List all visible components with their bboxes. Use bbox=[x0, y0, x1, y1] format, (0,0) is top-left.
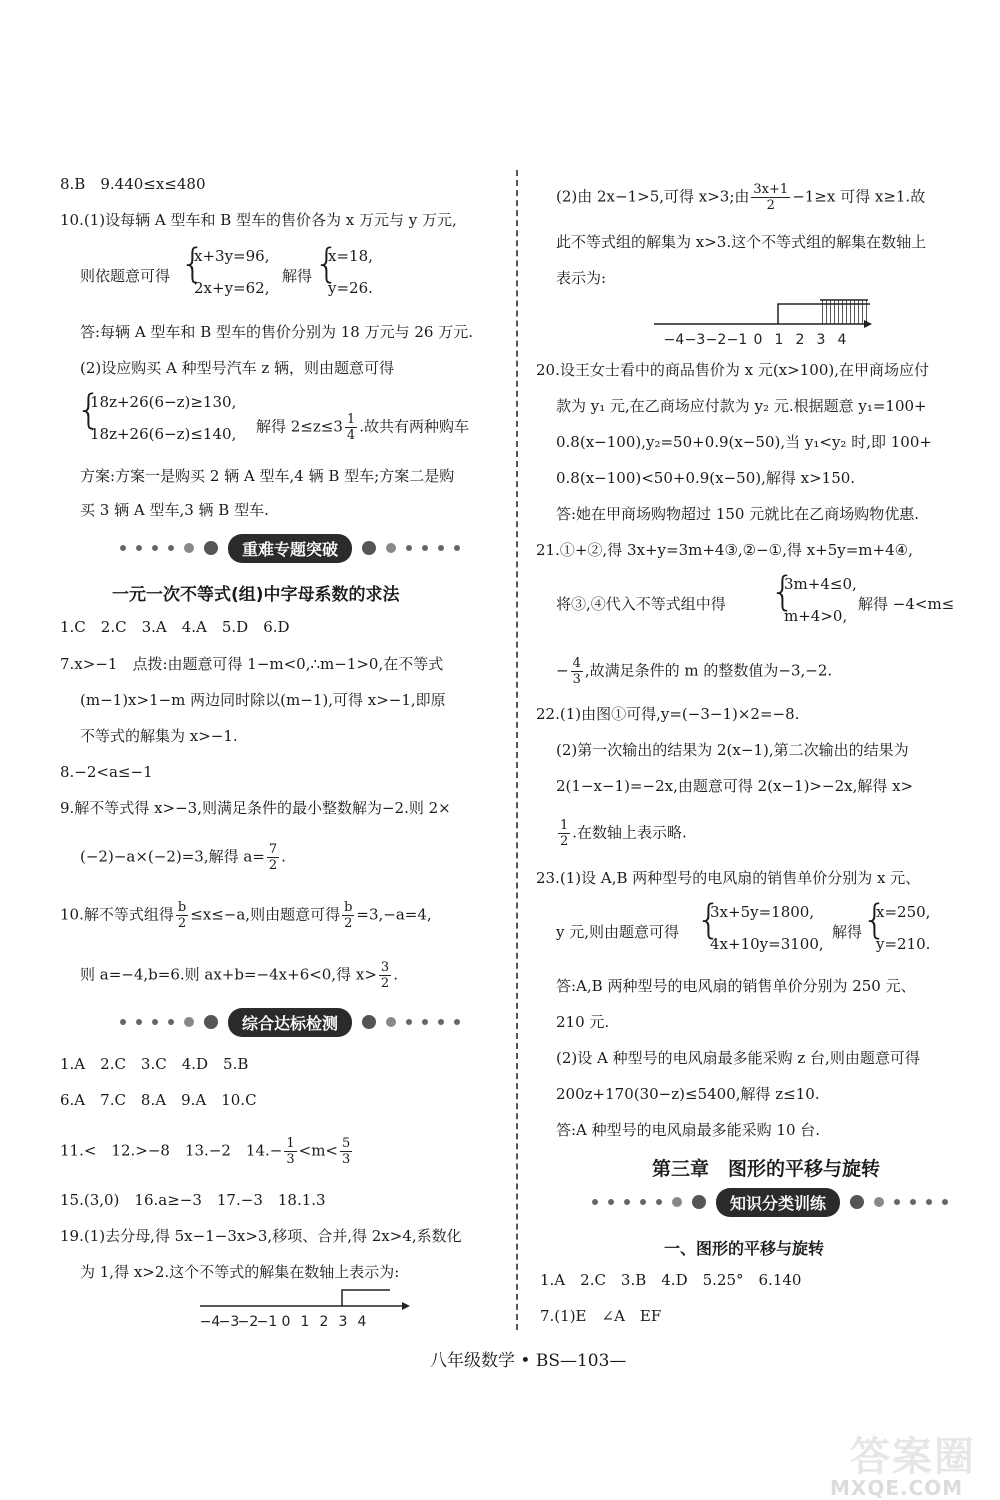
answer-line: 为 1,得 x>2.这个不等式的解集在数轴上表示为: bbox=[80, 1263, 400, 1281]
answer-line: (2)第一次输出的结果为 2(x−1),第二次输出的结果为 bbox=[556, 741, 909, 759]
tick-label: 2 bbox=[795, 332, 805, 348]
equation: 3x+5y=1800, bbox=[710, 903, 815, 921]
tick-label: 4 bbox=[357, 1314, 367, 1330]
fraction: $\frac{5}{3}$ bbox=[342, 1136, 351, 1167]
answer-line: 200z+170(30−z)≤5400,解得 z≤10. bbox=[556, 1085, 820, 1103]
answer-line: 将③,④代入不等式组中得 bbox=[556, 595, 726, 613]
answer-line: 解得 bbox=[282, 267, 313, 285]
equation: 4x+10y=3100, bbox=[710, 935, 824, 953]
equation-system: { 3x+5y=1800, 4x+10y=3100, bbox=[696, 897, 824, 953]
answer-line: 解得 bbox=[832, 923, 863, 941]
answer-line: 解得 2≤z≤3 $\frac{1}{4}$ .故共有两种购车 bbox=[256, 412, 469, 443]
fraction: $\frac{1}{4}$ bbox=[346, 412, 356, 443]
tick-label: 3 bbox=[338, 1314, 348, 1330]
answer-line: 22.(1)由图①可得,y=(−3−1)×2=−8. bbox=[536, 705, 800, 723]
fraction: $\frac{1}{3}$ bbox=[286, 1136, 295, 1167]
equation: y=210. bbox=[876, 935, 931, 953]
chapter-title: 第三章 图形的平移与旋转 bbox=[652, 1158, 881, 1180]
answer-line: 不等式的解集为 x>−1. bbox=[80, 727, 238, 745]
answer-line: 19.(1)去分母,得 5x−1−3x>3,移项、合并,得 2x>4,系数化 bbox=[60, 1227, 462, 1245]
fraction: $\frac{4}{3}$ bbox=[572, 656, 581, 687]
answer-line: 答:她在甲商场购物超过 150 元就比在乙商场购物优惠. bbox=[556, 505, 919, 523]
fraction: $\frac{3}{2}$ bbox=[380, 960, 390, 991]
answer-line: 此不等式组的解集为 x>3.这个不等式组的解集在数轴上 bbox=[556, 233, 927, 251]
equation-system: { x+3y=96, 2x+y=62, bbox=[180, 241, 270, 297]
solution-system: { x=18, y=26. bbox=[314, 241, 373, 297]
answer-line: 6.A 7.C 8.A 9.A 10.C bbox=[60, 1091, 257, 1109]
tick-label: −3 bbox=[684, 332, 706, 348]
tick-label: −3 bbox=[218, 1314, 240, 1330]
answer-line: 2(1−x−1)=−2x,由题意可得 2(x−1)>−2x,解得 x> bbox=[556, 777, 914, 795]
tick-label: 2 bbox=[319, 1314, 329, 1330]
watermark-logo: 答案圈 MXQE.COM bbox=[830, 1434, 976, 1500]
banner-title: 重难专题突破 bbox=[228, 534, 352, 563]
answer-line: 0.8(x−100),y₂=50+0.9(x−50),当 y₁<y₂ 时,即 100+ bbox=[556, 433, 932, 451]
tick-label: 1 bbox=[774, 332, 784, 348]
inequality-system: { 3m+4≤0, m+4>0, bbox=[770, 569, 857, 625]
answer-line: 10.解不等式组得 $\frac{b}{2}$ ≤x≤−a,则由题意可得 $\frac{b}{2}$ =3,−a=4, bbox=[60, 900, 432, 931]
answer-line: − $\frac{4}{3}$ ,故满足条件的 m 的整数值为−3,−2. bbox=[556, 656, 833, 687]
section-banner bbox=[560, 1188, 980, 1216]
tick-label: −2 bbox=[705, 332, 727, 348]
inequality: m+4>0, bbox=[784, 607, 848, 625]
equation: x=18, bbox=[328, 247, 373, 265]
answer-line: 1.A 2.C 3.C 4.D 5.B bbox=[60, 1055, 249, 1073]
answer-line: 1.A 2.C 3.B 4.D 5.25° 6.140 bbox=[540, 1271, 802, 1289]
answer-line: 0.8(x−100)<50+0.9(x−50),解得 x>150. bbox=[556, 469, 856, 487]
tick-label: −1 bbox=[256, 1314, 278, 1330]
tick-label: −2 bbox=[237, 1314, 259, 1330]
tick-label: −1 bbox=[726, 332, 748, 348]
answer-line: (2)设 A 种型号的电风扇最多能采购 z 台,则由题意可得 bbox=[556, 1049, 920, 1067]
answer-line: 21.①+②,得 3x+y=3m+4③,②−①,得 x+5y=m+4④, bbox=[536, 541, 913, 559]
equation: 2x+y=62, bbox=[194, 279, 270, 297]
tick-label: −4 bbox=[663, 332, 685, 348]
answer-line: (−2)−a×(−2)=3,解得 a= $\frac{7}{2}$ . bbox=[80, 842, 286, 873]
tick-label: −4 bbox=[199, 1314, 221, 1330]
equation: x+3y=96, bbox=[194, 247, 270, 265]
answer-line: 20.设王女士看中的商品售价为 x 元(x>100),在甲商场应付 bbox=[536, 361, 929, 379]
banner-title: 综合达标检测 bbox=[228, 1008, 352, 1037]
section-banner bbox=[90, 1008, 490, 1036]
tick-label: 3 bbox=[816, 332, 826, 348]
answer-line: 表示为: bbox=[556, 269, 607, 287]
answer-line: 7.x>−1 点拨:由题意可得 1−m<0,∴m−1>0,在不等式 bbox=[60, 655, 444, 673]
answer-line: (2)由 2x−1>5,可得 x>3;由 $\frac{3x+1}{2}$ −1≥x 可得 x≥1.故 bbox=[556, 182, 926, 213]
answer-line: 则依题意可得 bbox=[80, 267, 171, 285]
inequality: 3m+4≤0, bbox=[784, 575, 857, 593]
section-heading: 一、图形的平移与旋转 bbox=[664, 1239, 825, 1258]
inequality-system: { 18z+26(6−z)≥130, 18z+26(6−z)≤140, bbox=[76, 387, 237, 443]
answer-line: 方案:方案一是购买 2 辆 A 型车,4 辆 B 型车;方案二是购 bbox=[80, 467, 455, 485]
answer-line: y 元,则由题意可得 bbox=[556, 923, 680, 941]
answer-line: 8.−2<a≤−1 bbox=[60, 763, 153, 781]
answer-line: 答:A 种型号的电风扇最多能采购 10 台. bbox=[556, 1121, 821, 1139]
fraction: $\frac{3x+1}{2}$ bbox=[753, 182, 789, 213]
tick-label: 1 bbox=[300, 1314, 310, 1330]
answer-line: 解得 −4<m≤ bbox=[858, 595, 955, 613]
solution-system: { x=250, y=210. bbox=[862, 897, 931, 953]
section-heading: 一元一次不等式(组)中字母系数的求法 bbox=[112, 585, 400, 605]
answer-line: 10.(1)设每辆 A 型车和 B 型车的售价各为 x 万元与 y 万元, bbox=[60, 211, 457, 229]
equation: y=26. bbox=[328, 279, 373, 297]
tick-label: 4 bbox=[837, 332, 847, 348]
answer-line: 23.(1)设 A,B 两种型号的电风扇的销售单价分别为 x 元、 bbox=[536, 869, 921, 887]
tick-label: 0 bbox=[281, 1314, 291, 1330]
answer-line: 买 3 辆 A 型车,3 辆 B 型车. bbox=[80, 501, 269, 519]
answer-line: 7.(1)E ∠A EF bbox=[540, 1307, 662, 1325]
answer-line: 1.C 2.C 3.A 4.A 5.D 6.D bbox=[60, 618, 290, 636]
inequality: 18z+26(6−z)≤140, bbox=[90, 425, 237, 443]
answer-line: 8.B 9.440≤x≤480 bbox=[60, 175, 206, 193]
fraction: $\frac{7}{2}$ bbox=[268, 842, 278, 873]
inequality: 18z+26(6−z)≥130, bbox=[90, 393, 237, 411]
tick-label: 0 bbox=[753, 332, 763, 348]
fraction: $\frac{b}{2}$ bbox=[344, 900, 353, 931]
answer-line: (2)设应购买 A 种型号汽车 z 辆，则由题意可得 bbox=[80, 359, 395, 377]
answer-line: 11.< 12.>−8 13.−2 14.− $\frac{1}{3}$ <m< $\frac{5}{3}$ bbox=[60, 1136, 351, 1167]
column-divider bbox=[516, 170, 518, 1330]
answer-line: 答:每辆 A 型车和 B 型车的售价分别为 18 万元与 26 万元. bbox=[80, 323, 473, 341]
equation: x=250, bbox=[876, 903, 931, 921]
page-footer: 八年级数学 • BS—103— bbox=[430, 1351, 627, 1371]
answer-line: 15.(3,0) 16.a≥−3 17.−3 18.1.3 bbox=[60, 1191, 326, 1209]
section-banner bbox=[90, 534, 490, 562]
answer-line: (m−1)x>1−m 两边同时除以(m−1),可得 x>−1,即原 bbox=[80, 691, 446, 709]
fraction: $\frac{b}{2}$ bbox=[177, 900, 187, 931]
answer-line: $\frac{1}{2}$ .在数轴上表示略. bbox=[560, 818, 687, 849]
answer-line: 答:A,B 两种型号的电风扇的销售单价分别为 250 元、 bbox=[556, 977, 916, 995]
banner-title: 知识分类训练 bbox=[716, 1188, 840, 1217]
answer-line: 则 a=−4,b=6.则 ax+b=−4x+6<0,得 x> $\frac{3}{2}$ . bbox=[80, 960, 398, 991]
answer-line: 款为 y₁ 元,在乙商场应付款为 y₂ 元.根据题意 y₁=100+ bbox=[556, 397, 927, 415]
number-line-2 bbox=[650, 298, 880, 348]
fraction: $\frac{1}{2}$ bbox=[560, 818, 569, 849]
answer-line: 9.解不等式得 x>−3,则满足条件的最小整数解为−2.则 2× bbox=[60, 799, 451, 817]
answer-line: 210 元. bbox=[556, 1013, 610, 1031]
number-line-1 bbox=[196, 1284, 416, 1330]
